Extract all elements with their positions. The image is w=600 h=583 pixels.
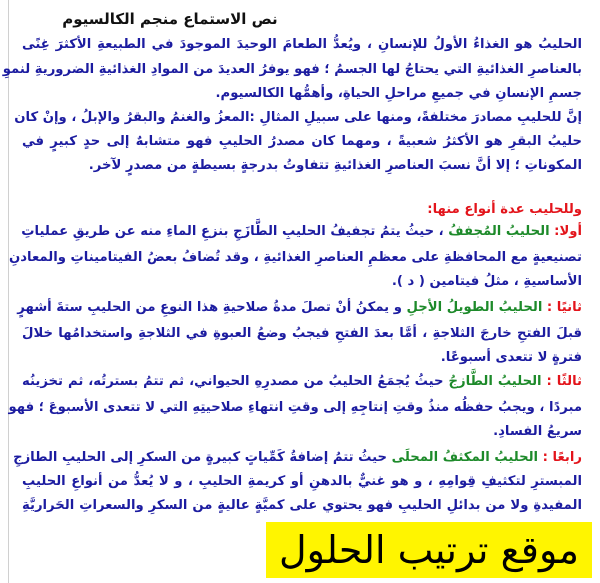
text-line: [22, 35, 582, 55]
text-segment: قبلَ الفتحِ خارجَ الثلاجةِ ، أمَّا بعدَ الفتحِ فيجبُ وضعُ العبوةِ في الثلاجةِ واستخدامُها خلالَ: [22, 326, 582, 341]
text-line: [17, 298, 582, 318]
section-heading: [427, 200, 582, 220]
text-segment: و يمكنُ أنْ تصلَ مدةُ صلاحيةِ هذا النوعِ من الحليبِ ستةَ أشهرٍ: [17, 300, 402, 315]
text-line: [441, 348, 582, 368]
text-segment: مبردًا ، ويجبُ حفظُه منذُ وقتِ إنتاجِهِ إلى وقتِ انتهاءِ صلاحيتِهِ التي لا تتعدى الأسبوعَ ؛ فهو: [8, 400, 582, 415]
text-line: [22, 472, 582, 492]
text-segment: ، حيثُ يتمُ تجفيفُ الحليبِ الطَّازَجِ بنزعِ الماءِ منه عن طريقِ عملياتِ: [21, 224, 444, 239]
milk-type-name: الحليبُ المكثفُ المحلَى: [386, 450, 539, 465]
text-segment: بالعناصرِ الغذائيةِ التي يحتاجُ لها الجسمُ ؛ فهو يوفرُ العديدَ من الموادِ الغذائيةِ الضروريةِ لنموِ: [2, 62, 582, 77]
text-line: [22, 324, 582, 344]
document-title: [0, 10, 600, 28]
text-segment: حيثُ تتمُ إضافةُ كَمِّياتٍ كبيرةٍ من السكرِ إلى الحليبِ الطازجِ: [13, 450, 387, 465]
text-segment: المبسترِ لتكثيفِ قِوامِهِ ، و هو غنيٌّ بالدهنِ أو كريمةِ الحليبِ ، و لا يُعدُّ من أنواعِ الحليبِ: [22, 474, 582, 489]
text-line: [8, 398, 582, 418]
text-segment: المكوناتِ ؛ إلا أنَّ نسبَ العناصرِ الغذائيةِ تتفاوتُ بدرجةٍ بسيطةٍ من مصدرٍ لآخر.: [88, 158, 582, 173]
text-line: [2, 60, 582, 80]
text-line: [22, 222, 582, 242]
text-line: [9, 248, 582, 268]
text-segment: إنَّ للحليبِ مصادرَ مختلفةً، ومنها على سبيلِ المثالِ :المعزُ والغنمُ والبقرُ والإبلُ ، وإنْ كان: [14, 110, 582, 125]
text-segment: جسمِ الإنسانِ في جميعِ مراحلِ الحياةِ، وأهمُّها الكالسيوم.: [215, 86, 582, 101]
text-segment: فترةٍ لا تتعدى أسبوعًا.: [440, 350, 582, 365]
text-line: [392, 272, 582, 292]
text-line: [89, 156, 582, 176]
text-segment: تصنيعيةٍ مع المحافظةِ على معظمِ العناصرِ الغذائيةِ ، وقد تُضافُ بعضُ الفيتاميناتِ والمعادنِ: [9, 250, 582, 265]
title-text: نص الاستماع منجم الكالسيوم: [62, 10, 278, 28]
page-edge-divider: [8, 0, 9, 583]
text-line: [13, 448, 582, 468]
text-segment: حيثُ يُجمَعُ الحليبُ من مصدرِهِ الحيواني، ثم تتمُ بسترتُه، ثم تخزينُه: [22, 374, 444, 389]
text-line: [22, 496, 582, 516]
item-label: ثالثًا :: [541, 374, 582, 389]
text-line: [22, 132, 582, 152]
text-line: [216, 84, 582, 104]
milk-type-name: الحليبُ المُجففُ: [443, 224, 550, 239]
item-label: وللحليب عدة أنواع منها:: [427, 202, 582, 217]
text-segment: سريعُ الفسادِ.: [493, 424, 582, 439]
milk-type-name: الحليبُ الطويلُ الأجلِ: [401, 300, 543, 315]
item-label: رابعًا :: [538, 450, 582, 465]
text-segment: الأساسيةِ ، مثلُ فيتامين ( د ).: [391, 274, 582, 289]
text-line: [22, 372, 582, 392]
text-line: [493, 422, 582, 442]
item-label: ثانيًا :: [542, 300, 582, 315]
text-segment: المفيدةِ ولا من بدائلِ الحليبِ فهو يحتوي على كميَّةٍ عاليةٍ من السكرِ والسعراتِ الحَراريَّةِ: [22, 498, 582, 513]
text-segment: الحليبُ هو الغذاءُ الأولُ للإنسانِ ، ويُعدُّ الطعامَ الوحيدَ الموجودَ في الطبيعةِ الأكثرَ غِنًى: [22, 37, 582, 52]
milk-type-name: الحليبُ الطَّازجُ: [443, 374, 542, 389]
text-line: [14, 108, 582, 128]
watermark-banner: موقع ترتيب الحلول: [266, 522, 592, 578]
item-label: أولا:: [549, 224, 582, 239]
text-segment: حليبُ البقرِ هو الأكثرُ شعبيةً ، ومهما كان مصدرُ الحليبِ فهو متشابهٌ إلى حدٍ كبيرٍ في: [22, 134, 582, 149]
